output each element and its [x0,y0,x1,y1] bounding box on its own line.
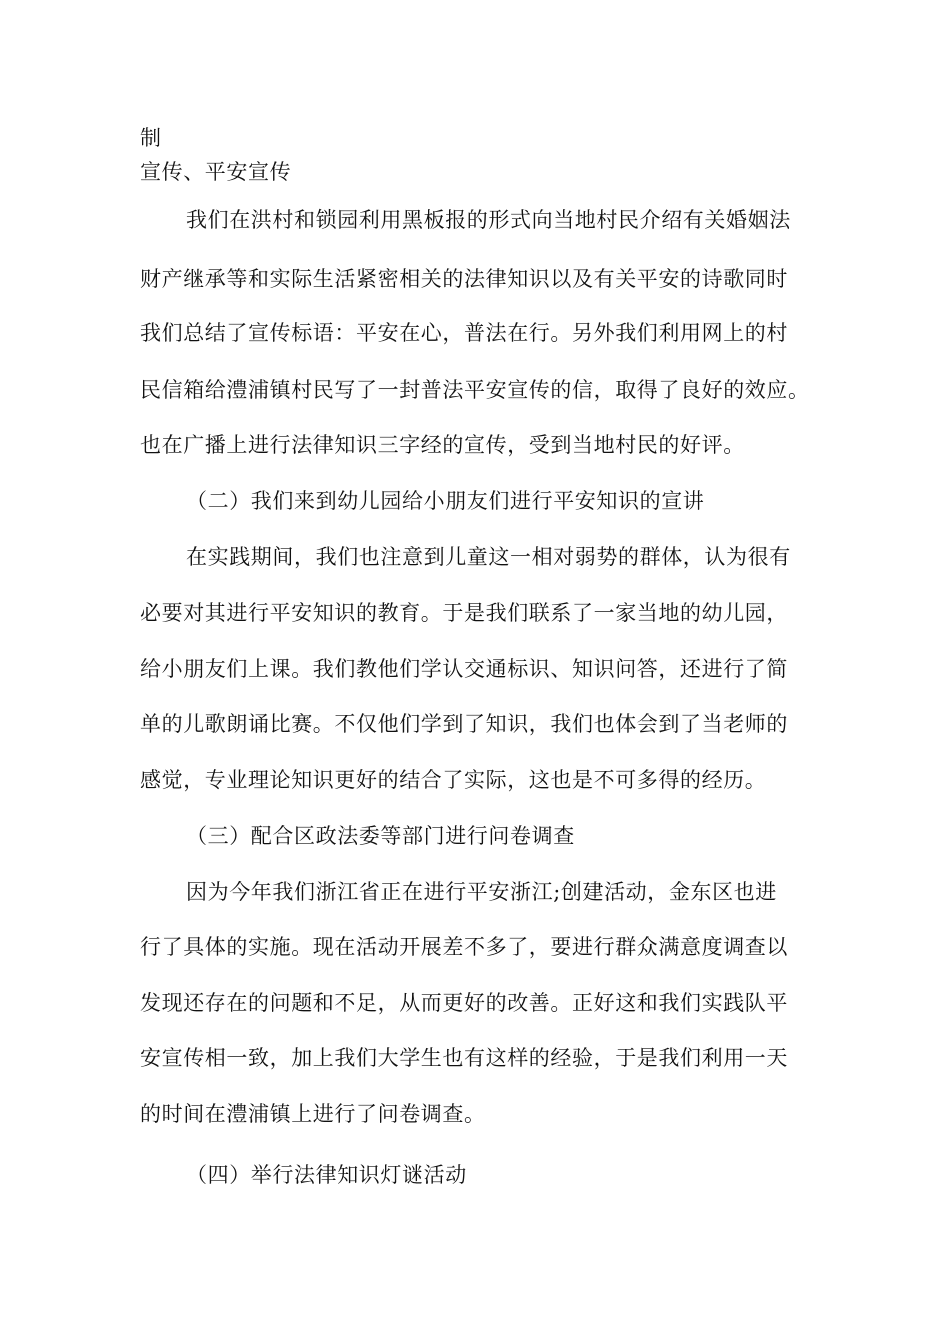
paragraph-line: 的时间在澧浦镇上进行了问卷调查。 [140,1102,486,1126]
paragraph-line: 因为今年我们浙江省正在进行平安浙江;创建活动，金东区也进 [186,880,777,904]
paragraph-line: 我们总结了宣传标语：平安在心，普法在行。另外我们利用网上的村 [140,321,788,345]
paragraph-line: 也在广播上进行法律知识三字经的宣传，受到当地村民的好评。 [140,433,745,457]
section-heading: （二）我们来到幼儿园给小朋友们进行平安知识的宣讲 [186,489,705,513]
paragraph-line: 我们在洪村和锁园利用黑板报的形式向当地村民介绍有关婚姻法 [186,208,791,232]
paragraph-line: 财产继承等和实际生活紧密相关的法律知识以及有关平安的诗歌同时 [140,267,788,291]
paragraph-line: 行了具体的实施。现在活动开展差不多了，要进行群众满意度调查以 [140,935,788,959]
paragraph-line: 在实践期间，我们也注意到儿童这一相对弱势的群体，认为很有 [186,545,791,569]
paragraph-line: 发现还存在的问题和不足，从而更好的改善。正好这和我们实践队平 [140,991,788,1015]
paragraph-line: 单的儿歌朗诵比赛。不仅他们学到了知识，我们也体会到了当老师的 [140,712,788,736]
text-line: 宣传、平安宣传 [140,160,292,184]
section-heading: （三）配合区政法委等部门进行问卷调查 [186,824,575,848]
paragraph-line: 感觉，专业理论知识更好的结合了实际，这也是不可多得的经历。 [140,768,767,792]
paragraph-line: 给小朋友们上课。我们教他们学认交通标识、知识问答，还进行了简 [140,657,788,681]
section-heading: （四）举行法律知识灯谜活动 [186,1163,467,1187]
text-line: 制 [140,126,162,150]
paragraph-line: 必要对其进行平安知识的教育。于是我们联系了一家当地的幼儿园， [140,601,788,625]
paragraph-line: 民信箱给澧浦镇村民写了一封普法平安宣传的信，取得了良好的效应。 [140,378,810,402]
paragraph-line: 安宣传相一致，加上我们大学生也有这样的经验，于是我们利用一天 [140,1046,788,1070]
